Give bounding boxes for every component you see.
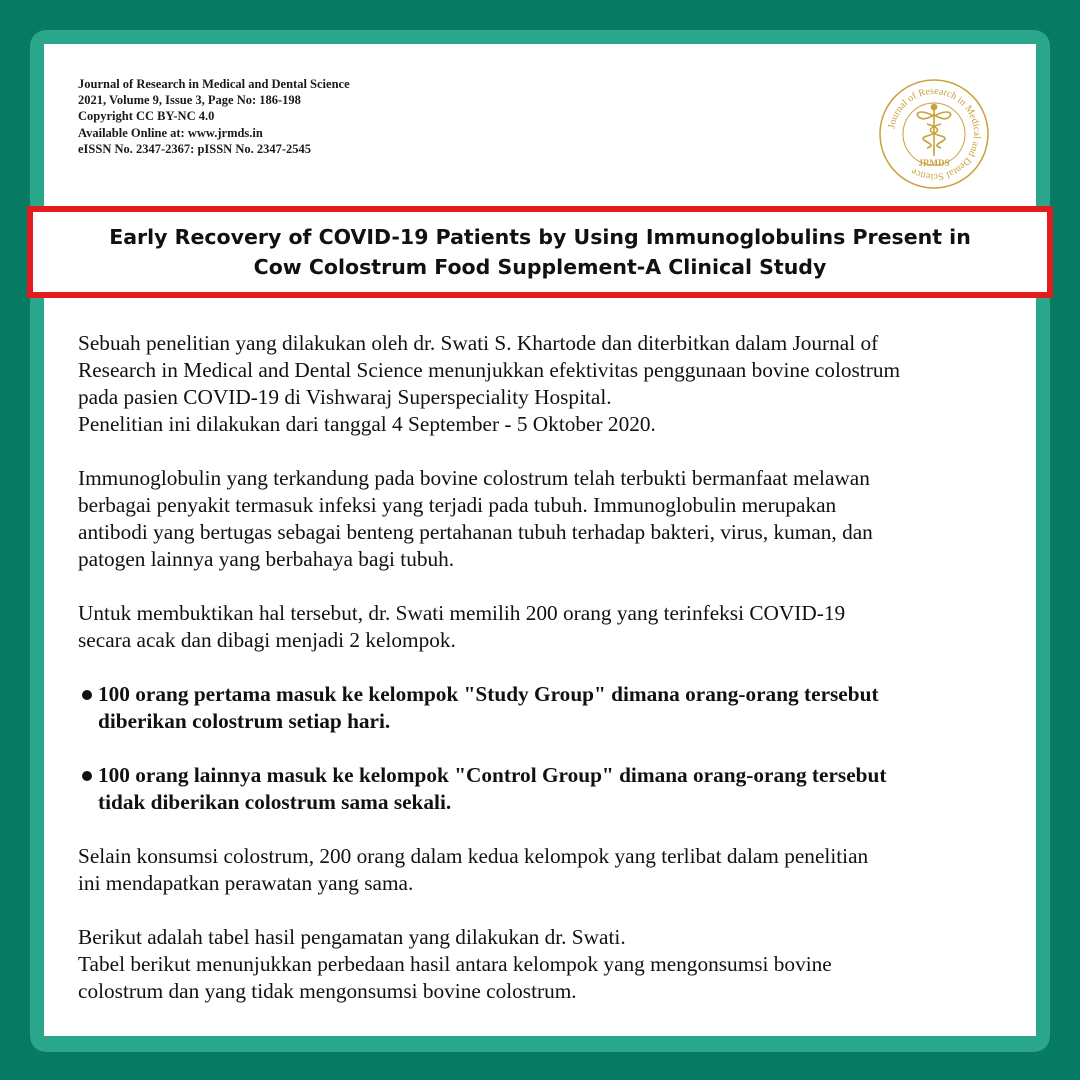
paragraph-line: secara acak dan dibagi menjadi 2 kelompok.	[78, 628, 456, 652]
paragraph-line: colostrum dan yang tidak mengonsumsi bovine colostrum.	[78, 979, 577, 1003]
journal-copyright: Copyright CC BY-NC 4.0	[78, 109, 215, 124]
group-list	[78, 681, 1018, 816]
paragraph-line: Tabel berikut menunjukkan perbedaan hasil antara kelompok yang mengonsumsi bovine	[78, 952, 832, 976]
list-item-control-group	[78, 762, 1018, 816]
title-line-2: Cow Colostrum Food Supplement-A Clinical Study	[253, 255, 827, 279]
article-title	[60, 222, 1020, 282]
bullet-icon	[82, 771, 92, 781]
logo-abbr: JRMDS	[918, 158, 950, 168]
paragraph-intro	[78, 330, 1018, 438]
journal-issn: eISSN No. 2347-2367: pISSN No. 2347-2545	[78, 141, 312, 156]
list-item-line: 100 orang pertama masuk ke kelompok "Study Group" dimana orang-orang tersebut	[98, 682, 879, 706]
paragraph-immunoglobulin	[78, 465, 1018, 573]
paragraph-line: Penelitian ini dilakukan dari tanggal 4 September - 5 Oktober 2020.	[78, 412, 656, 436]
article-body	[78, 330, 1018, 1032]
title-box	[27, 206, 1053, 298]
title-line-1: Early Recovery of COVID-19 Patients by Using Immunoglobulins Present in	[109, 225, 971, 249]
paragraph-line: patogen lainnya yang berbahaya bagi tubuh.	[78, 547, 455, 571]
paragraph-line: pada pasien COVID-19 di Vishwaraj Superspeciality Hospital.	[78, 385, 612, 409]
paragraph-treatment	[78, 843, 1018, 897]
paragraph-line: Berikut adalah tabel hasil pengamatan yang dilakukan dr. Swati.	[78, 925, 626, 949]
paragraph-method	[78, 600, 1018, 654]
paragraph-line: Research in Medical and Dental Science menunjukkan efektivitas penggunaan bovine colostrum	[78, 358, 901, 382]
paragraph-line: Sebuah penelitian yang dilakukan oleh dr. Swati S. Khartode dan diterbitkan dalam Journal of	[78, 331, 879, 355]
paragraph-line: Untuk membuktikan hal tersebut, dr. Swati memilih 200 orang yang terinfeksi COVID-19	[78, 601, 846, 625]
paragraph-line: ini mendapatkan perawatan yang sama.	[78, 871, 414, 895]
paragraph-line: antibodi yang bertugas sebagai benteng pertahanan tubuh terhadap bakteri, virus, kuman, dan	[78, 520, 873, 544]
list-item-line: 100 orang lainnya masuk ke kelompok "Control Group" dimana orang-orang tersebut	[98, 763, 887, 787]
journal-issue: 2021, Volume 9, Issue 3, Page No: 186-198	[78, 93, 301, 108]
paragraph-line: berbagai penyakit termasuk infeksi yang terjadi pada tubuh. Immunoglobulin merupakan	[78, 493, 837, 517]
paragraph-line: Immunoglobulin yang terkandung pada bovine colostrum telah terbukti bermanfaat melawan	[78, 466, 870, 490]
jrmds-logo	[878, 78, 990, 190]
bullet-icon	[82, 690, 92, 700]
jrmds-logo-seal	[878, 78, 990, 190]
list-item-line: diberikan colostrum setiap hari.	[98, 709, 391, 733]
list-item-study-group	[78, 681, 1018, 735]
list-item-line: tidak diberikan colostrum sama sekali.	[98, 790, 452, 814]
paragraph-line: Selain konsumsi colostrum, 200 orang dalam kedua kelompok yang terlibat dalam penelitian	[78, 844, 869, 868]
paragraph-table-intro	[78, 924, 1018, 1005]
logo-ring-text: Journal of Research in Medical and Dental Science	[886, 85, 983, 183]
journal-header	[78, 76, 350, 157]
journal-name: Journal of Research in Medical and Dental Science	[78, 77, 350, 91]
journal-online: Available Online at: www.jrmds.in	[78, 125, 263, 140]
